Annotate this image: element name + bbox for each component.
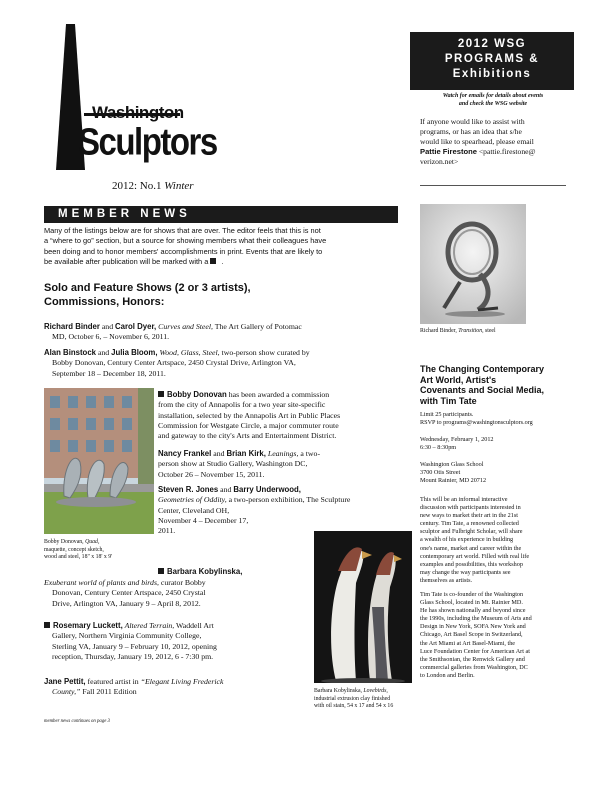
entry-binder-dyer: Richard Binder and Carol Dyer, Curves and Steel, The Art Gallery of Potomac MD, October 6, – November 6, 2011. (44, 322, 302, 342)
kobylinska-caption: Barbara Kobylinska, Lovebirds, industrial extrusion clay finished with oil stain, 54 x 17 and 54 x 16 (314, 688, 394, 710)
contact-name: Pattie Firestone (420, 147, 477, 156)
binder-caption: Richard Binder, Transition, steel (420, 328, 496, 334)
donovan-sculpture-photo (44, 388, 154, 534)
wordmark-sculptors: Sculptors (78, 120, 217, 163)
event-venue: Washington Glass School 3700 Otis Street Mount Rainier, MD 20712 (420, 461, 487, 485)
entry-frankel-kirk: Nancy Frankel and Brian Kirk, Leanings, a two- person show at Studio Gallery, Washington DC, October 26 – November 15, 2011. (158, 449, 321, 479)
member-news-intro: Many of the listings below are for shows that are over. The editor feels that this is not a “where to go” section, but a source for showing members what their colleagues have been doing and to honor members' accomplishments in print. Events that are likely to be available after publication will be marked with a . (44, 226, 327, 267)
event-title: The Changing Contemporary Art World, Artist's Covenants and Social Media, with Tim Tate (420, 364, 545, 406)
entry-pettit: Jane Pettit, featured artist in “Elegant Living Frederick County,” Fall 2011 Edition (44, 677, 224, 697)
entry-binstock-bloom: Alan Binstock and Julia Bloom, Wood, Glass, Steel, two-person show curated by Bobby Donovan, Century Center Artspace, 2450 Crystal Drive, Arlington VA, September 18 – December 18, 2011. (44, 348, 310, 378)
programs-assist: If anyone would like to assist with programs, or has an idea that s/he would like to spearhead, please email Pattie Firestone <pattie.firestone@ verizon.net> (420, 117, 536, 166)
event-datetime: Wednesday, February 1, 2012 6:30 – 8:30pm (420, 436, 494, 452)
right-divider (420, 185, 566, 186)
wordmark-washington: Washington (92, 103, 184, 122)
event-description: This will be an informal interactive discussion with participants interested in new ways to market their art in the 21st century. Tim Tate, a renowned collected sculptor and Fulbright Scholar, will share a wealth of his experience in building one's name, market and career within the contemporary art world. Filled with real life examples and possibilities, this workshop may change the way participants see themselves as artists. (420, 496, 530, 584)
marker-square-icon (158, 568, 164, 574)
donovan-caption: Bobby Donovan, Quad, maquette, concept sketch, wood and steel, 18" x 18' x 9' (44, 539, 113, 561)
marker-square-icon (210, 258, 216, 264)
entry-donovan: Bobby Donovan has been awarded a commission from the city of Annapolis for a two year site-specific installation, selected by the Annapolis Art in Public Places Commission for Westgate Circle, a major commuter route and gateway to the city's Arts and Entertainment District. (158, 390, 341, 441)
event-rsvp: Limit 25 participants. RSVP to programs@washingtonsculptors.org (420, 411, 588, 427)
event-bio: Tim Tate is co-founder of the Washington Glass School, located in Mt. Rainier MD. He has shown nationally and beyond since the 1990s, including the Museum of Arts and Design in New York, SOFA New York and Chicago, Art Basel Scope in Switzerland, the Art Miami at Art Basel-Miami, the Luce Foundation Center for American Art at the Smithsonian, the Renwick Gallery and commercial galleries from Washington, DC to London and Berlin. (420, 591, 532, 679)
solo-shows-heading: Solo and Feature Shows (2 or 3 artists), Commissions, Honors: (44, 282, 251, 308)
programs-note: Watch for emails for details about events and check the WSG website (442, 93, 544, 107)
issue-line: 2012: No.1 Winter (112, 180, 194, 192)
rsvp-email[interactable]: RSVP to programs@washingtonsculptors.org (420, 419, 533, 427)
marker-square-icon (158, 391, 164, 397)
marker-square-icon (44, 622, 50, 628)
entry-luckett: Rosemary Luckett, Altered Terrain, Waddell Art Gallery, Northern Virginia Community College, Sterling VA, January 9 – February 10, 2012, opening reception, Thursday, January 19, 2012, 6 - 7:30 pm. (44, 621, 322, 662)
contact-email[interactable]: <pattie.firestone@ (478, 147, 536, 156)
continued-note: member news continues on page 3 (44, 719, 110, 724)
binder-sculpture-photo (420, 204, 526, 324)
entry-kobylinska: Barbara Kobylinska, (158, 567, 308, 577)
kobylinska-lovebirds-photo (314, 531, 412, 683)
entry-jones-underwood: Steven R. Jones and Barry Underwood, Geometries of Oddity, a two-person exhibition, The Sculpture Center, Cleveland OH, November 4 – December 17, 2011. (158, 485, 351, 536)
member-news-bar: MEMBER NEWS (44, 206, 398, 223)
entry-kobylinska-detail: Exuberant world of plants and birds, curator Bobby Donovan, Century Center Artspace, 2450 Crystal Drive, Arlington VA, January 9 – April 8, 2012. (44, 578, 206, 608)
programs-title-box: 2012 WSG PROGRAMS & Exhibitions (410, 32, 574, 90)
